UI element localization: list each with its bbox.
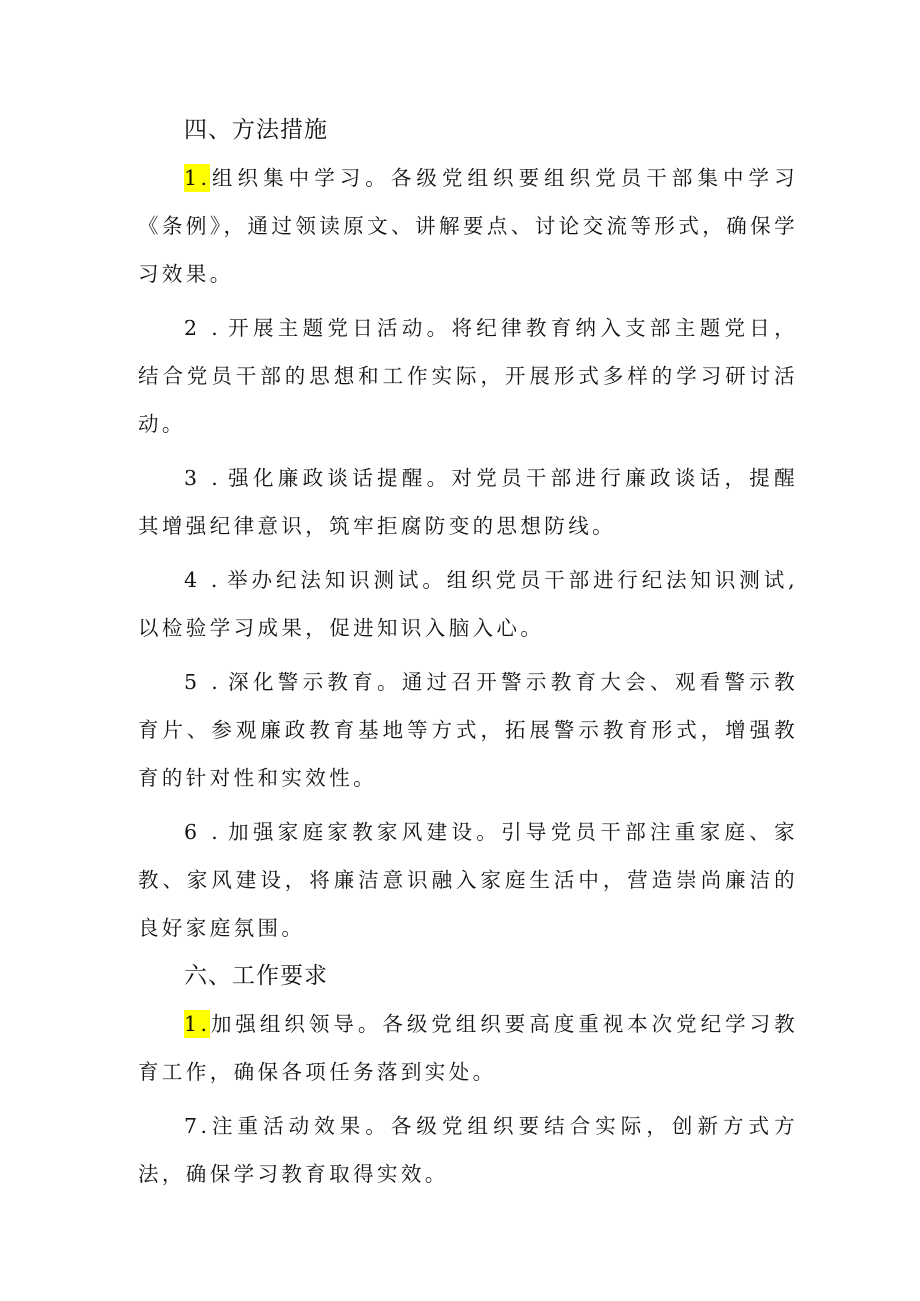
item-text: 组织集中学习。各级党组织要组织党员干部集中学习《条例》，通过领读原文、讲解要点、讨论交流等形式，确保学习效果。 bbox=[138, 166, 798, 286]
item-text: 加强家庭家教家风建设。引导党员干部注重家庭、家教、家风建设，将廉洁意识融入家庭生活中，营造崇尚廉洁的良好家庭氛围。 bbox=[138, 820, 798, 940]
item-text: 强化廉政谈话提醒。对党员干部进行廉政谈话，提醒其增强纪律意识，筑牢拒腐防变的思想防线。 bbox=[138, 466, 798, 538]
item-number: 5 . bbox=[184, 670, 222, 694]
item-number: 4 . bbox=[184, 568, 221, 592]
section-heading-measures: 四、方法措施 bbox=[184, 117, 328, 143]
requirement-item-1 bbox=[138, 1000, 798, 1096]
measure-item-5 bbox=[138, 658, 798, 802]
requirement-item-2 bbox=[138, 1102, 798, 1198]
item-text: 开展主题党日活动。将纪律教育纳入支部主题党日，结合党员干部的思想和工作实际，开展形式多样的学习研讨活动。 bbox=[138, 316, 798, 436]
measure-item-2 bbox=[138, 304, 798, 448]
item-text: 注重活动效果。各级党组织要结合实际，创新方式方法，确保学习教育取得实效。 bbox=[138, 1114, 798, 1186]
item-number-highlighted: 1. bbox=[184, 166, 211, 190]
measure-item-1 bbox=[138, 154, 798, 298]
item-number: 2 . bbox=[184, 316, 222, 340]
item-number: 7. bbox=[184, 1114, 211, 1138]
document-page bbox=[138, 112, 798, 1204]
item-text: 加强组织领导。各级党组织要高度重视本次党纪学习教育工作，确保各项任务落到实处。 bbox=[138, 1012, 798, 1084]
measure-item-3 bbox=[138, 454, 798, 550]
item-text: 举办纪法知识测试。组织党员干部进行纪法知识测试,以检验学习成果，促进知识入脑入心。 bbox=[138, 568, 798, 640]
item-number: 3 . bbox=[184, 466, 222, 490]
item-number: 6 . bbox=[184, 820, 222, 844]
section-heading-requirements: 六、工作要求 bbox=[184, 963, 328, 989]
item-text: 深化警示教育。通过召开警示教育大会、观看警示教育片、参观廉政教育基地等方式，拓展警示教育形式，增强教育的针对性和实效性。 bbox=[138, 670, 798, 790]
item-number-highlighted: 1. bbox=[184, 1012, 211, 1036]
measure-item-4 bbox=[138, 556, 798, 652]
measure-item-6 bbox=[138, 808, 798, 952]
